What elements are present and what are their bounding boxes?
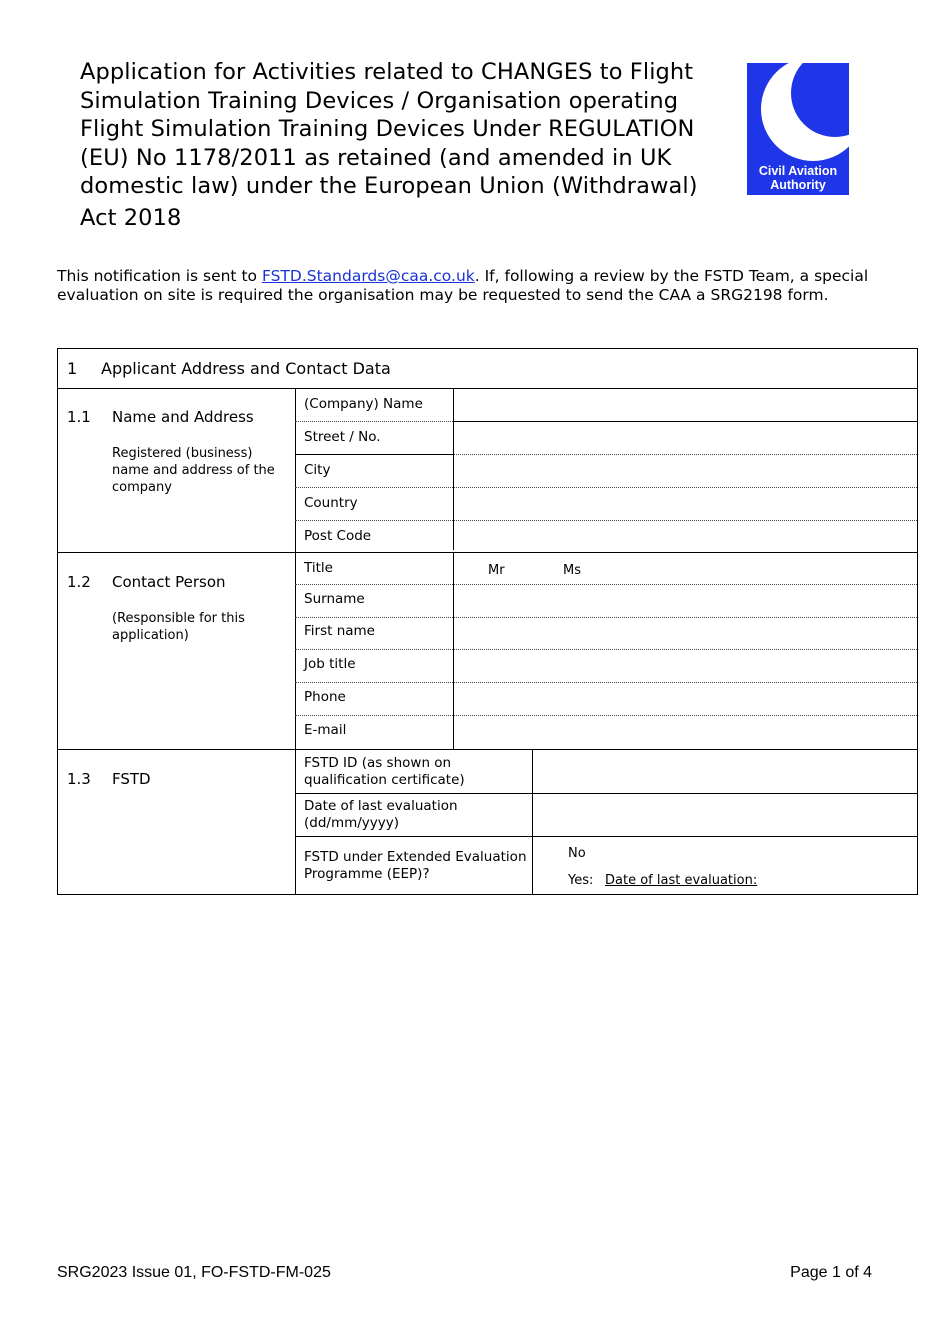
logo-text-line1: Civil Aviation	[758, 164, 838, 178]
input-country[interactable]	[455, 489, 916, 519]
field-label-phone: Phone	[304, 689, 346, 705]
field-label-title: Title	[304, 560, 333, 576]
input-street[interactable]	[455, 423, 916, 453]
dotted-divider	[454, 715, 917, 716]
input-email[interactable]	[455, 717, 916, 748]
dotted-divider	[454, 682, 917, 683]
subsection-number: 1.2	[67, 573, 91, 591]
subsection-title: Name and Address	[112, 408, 254, 426]
field-label-eep: FSTD under Extended Evaluation Programme (EEP)?	[304, 849, 527, 882]
option-eep-yes[interactable]: Yes:	[568, 873, 594, 888]
dotted-divider	[295, 421, 453, 422]
dotted-divider	[295, 584, 453, 585]
field-label-first-name: First name	[304, 623, 375, 639]
divider	[295, 793, 917, 794]
dotted-divider	[454, 454, 917, 455]
input-post-code[interactable]	[455, 522, 916, 552]
title-text-tail: Act 2018	[80, 204, 182, 231]
dotted-divider	[295, 617, 453, 618]
input-job-title[interactable]	[455, 651, 916, 681]
field-label-street: Street / No.	[304, 429, 381, 445]
dotted-divider	[454, 617, 917, 618]
subsection-note: Registered (business) name and address of the company	[112, 446, 275, 495]
intro-text-start: This notification is sent to	[57, 267, 262, 285]
input-fstd-id[interactable]	[534, 751, 916, 792]
input-surname[interactable]	[455, 586, 916, 616]
option-eep-no[interactable]: No	[568, 846, 586, 861]
subsection-number: 1.1	[67, 408, 91, 426]
input-first-name[interactable]	[455, 619, 916, 648]
dotted-divider	[454, 487, 917, 488]
divider	[58, 388, 917, 389]
field-label-post-code: Post Code	[304, 528, 372, 544]
divider	[58, 552, 917, 553]
dotted-divider	[454, 649, 917, 650]
section-number: 1	[67, 359, 78, 378]
section-title: Applicant Address and Contact Data	[101, 359, 391, 378]
column-divider	[532, 750, 533, 894]
input-last-evaluation-date[interactable]	[534, 795, 916, 835]
divider	[295, 454, 453, 455]
option-mr[interactable]: Mr	[488, 563, 505, 578]
caa-logo	[747, 63, 849, 195]
field-label-job-title: Job title	[304, 656, 356, 672]
field-label-last-evaluation-date: Date of last evaluation (dd/mm/yyyy)	[304, 798, 458, 831]
title-text: Application for Activities related to CHANGES to Flight Simulation Training Devices / Organisation operating Flight Simulation Training Devices Under REGULATION (EU) No 1178/2011 as retained (and amended in UK domestic law) under the European Union (Withdrawal)	[80, 59, 698, 199]
column-divider	[295, 389, 296, 894]
dotted-divider	[295, 682, 453, 683]
document-title	[80, 58, 740, 232]
option-ms[interactable]: Ms	[563, 563, 581, 578]
input-company-name[interactable]	[455, 390, 916, 420]
dotted-divider	[295, 715, 453, 716]
intro-text-end: . If, following a review by the FSTD Team, a special evaluation on site is required the organisation may be requested to send the CAA a SRG2198 form.	[57, 267, 869, 304]
input-city[interactable]	[455, 456, 916, 486]
page-number: Page 1 of 4	[790, 1264, 872, 1281]
eep-date-field[interactable]: Date of last evaluation:	[605, 873, 758, 888]
subsection-title: FSTD	[112, 770, 151, 788]
dotted-divider	[295, 487, 453, 488]
logo-text-line2: Authority	[770, 178, 826, 192]
divider	[454, 421, 917, 422]
column-divider	[453, 389, 454, 550]
field-label-city: City	[304, 462, 331, 478]
dotted-divider	[295, 649, 453, 650]
subsection-note: (Responsible for this application)	[112, 611, 245, 643]
field-label-country: Country	[304, 495, 358, 511]
field-label-surname: Surname	[304, 591, 365, 607]
column-divider	[453, 553, 454, 749]
subsection-number: 1.3	[67, 770, 91, 788]
document-reference: SRG2023 Issue 01, FO-FSTD-FM-025	[57, 1264, 331, 1281]
dotted-divider	[295, 520, 453, 521]
intro-paragraph	[57, 267, 917, 305]
divider	[295, 836, 917, 837]
dotted-divider	[454, 520, 917, 521]
field-label-company-name: (Company) Name	[304, 396, 423, 412]
subsection-title: Contact Person	[112, 573, 226, 591]
applicant-form-table	[57, 348, 918, 895]
field-label-email: E-mail	[304, 722, 347, 738]
divider	[58, 749, 917, 750]
email-link[interactable]: FSTD.Standards@caa.co.uk	[261, 267, 475, 285]
dotted-divider	[454, 584, 917, 585]
field-label-fstd-id: FSTD ID (as shown on qualification certificate)	[304, 755, 465, 788]
input-phone[interactable]	[455, 684, 916, 714]
